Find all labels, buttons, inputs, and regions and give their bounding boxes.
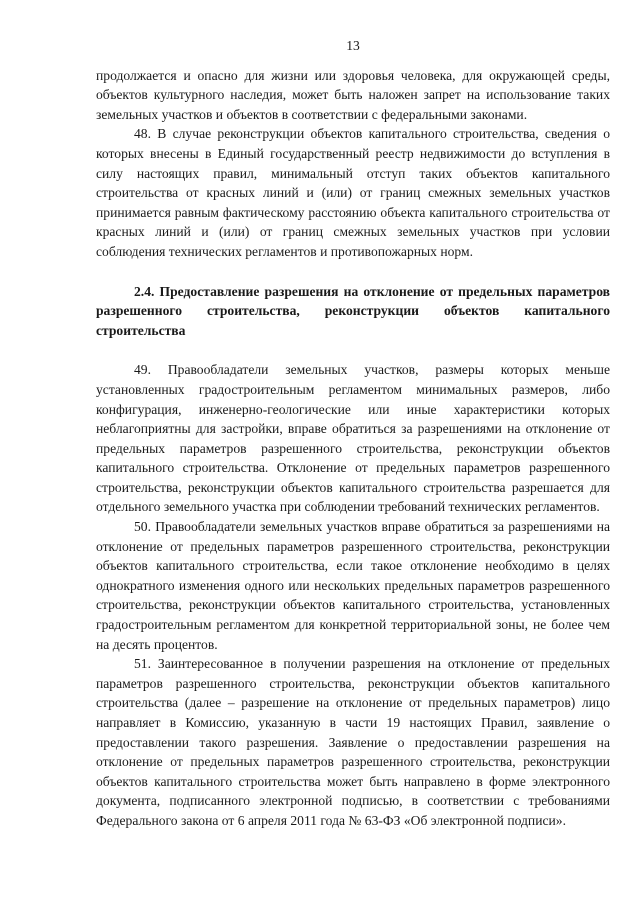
page-number: 13 <box>346 38 360 53</box>
paragraph-49: 49. Правообладатели земельных участков, размеры которых меньше установленных градостроительным регламентом минимальных размеров, либо конфигурация, инженерно-геологические или иные характеристики которых неблагоприятны для застройки, вправе обратиться за разрешениями на отклонение от предельных параметров разрешенного строительства, реконструкции объектов капитального строительства. Отклонение от предельных параметров разрешенного строительства, реконструкции объектов капитального строительства разрешается для отдельного земельного участка при соблюдении требований технических регламентов. <box>96 362 610 515</box>
paragraph-51: 51. Заинтересованное в получении разрешения на отклонение от предельных параметров разрешенного строительства, реконструкции объектов капитального строительства (далее – разрешение на отклонение от предельных параметров) лицо направляет в Комиссию, указанную в части 19 настоящих Правил, заявление о предоставлении такого разрешения. Заявление о предоставлении разрешения на отклонение от предельных параметров разрешенного строительства, реконструкции объектов капитального строительства может быть направлено в форме электронного документа, подписанного электронной подписью, в соответствии с требованиями Федерального закона от 6 апреля 2011 года № 63-ФЗ «Об электронной подписи». <box>96 656 610 828</box>
paragraph-48: 48. В случае реконструкции объектов капитального строительства, сведения о которых внесены в Единый государственный реестр недвижимости до вступления в силу настоящих правил, минимальный отступ таких объектов капитального строительства от красных линий и (или) от границ смежных земельных участков принимается равным фактическому расстоянию объекта капитального строительства от красных линий и (или) от границ смежных земельных участков при условии соблюдения технических регламентов и противопожарных норм. <box>96 126 610 259</box>
paragraph-continuation: продолжается и опасно для жизни или здоровья человека, для окружающей среды, объектов культурного наследия, может быть наложен запрет на использование таких земельных участков и объектов в соответствии с федеральными законами. <box>96 67 610 122</box>
paragraph-50: 50. Правообладатели земельных участков вправе обратиться за разрешениями на отклонение от предельных параметров разрешенного строительства, реконструкции объектов капитального строительства, если такое отклонение необходимо в целях однократного изменения одного или нескольких предельных параметров разрешенного строительства, реконструкции объектов капитального строительства, установленных градостроительным регламентом для конкретной территориальной зоны, не более чем на десять процентов. <box>96 519 610 652</box>
section-heading: 2.4. Предоставление разрешения на отклонение от предельных параметров разрешенного строительства, реконструкции объектов капитального строительства <box>96 283 610 338</box>
